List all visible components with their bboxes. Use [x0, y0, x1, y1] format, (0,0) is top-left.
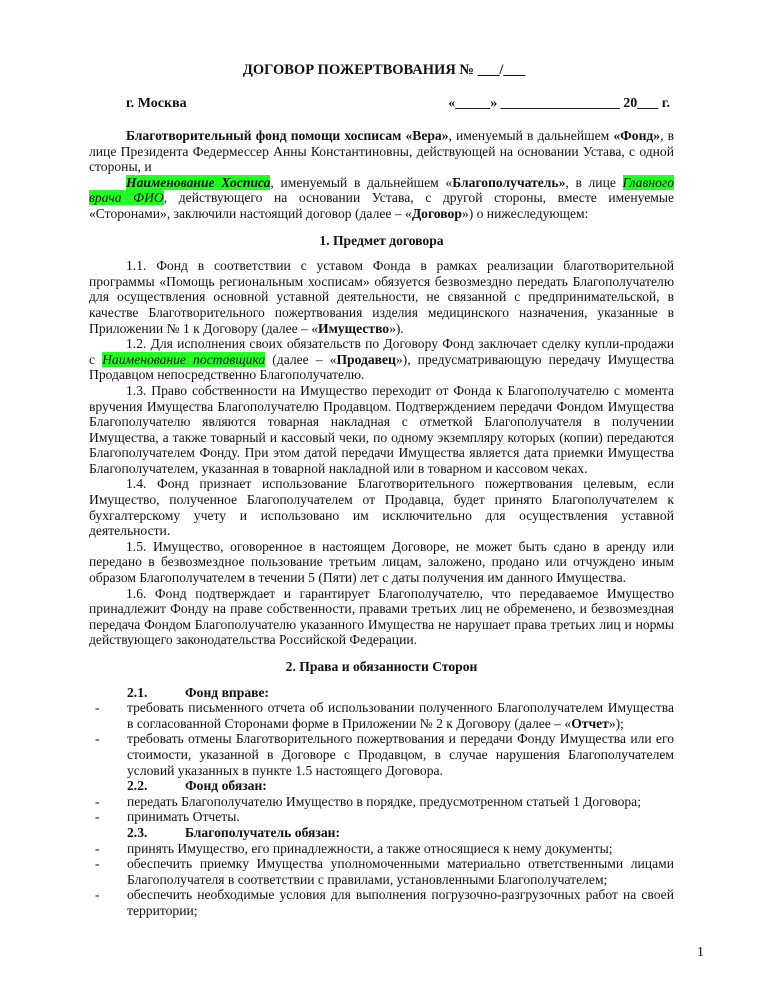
subsection-2-2: 2.2. Фонд обязан: [127, 778, 267, 794]
list-item: - обеспечить необходимые условия для выполнения погрузочно-разгрузочных работ на своей территории; [95, 887, 674, 918]
fund-name: Благотворительный фонд помощи хосписам «Вера» [126, 128, 449, 143]
intro-paragraph-1: Благотворительный фонд помощи хосписам «Вера», именуемый в дальнейшем «Фонд», в лице Президента Федермессер Анны Константиновны, действующей на основании Устава, с одной стороны, и [89, 128, 675, 175]
contract-date: «_____» _________________ 20___ г. [448, 96, 670, 111]
clause-1-4: 1.4. Фонд признает использование Благотворительного пожертвования целевым, если Имущество, полученное Благополучателем от Продавца, будет принято Благополучателем к бухгалтерскому учету и использовано им исключительно для осуществления уставной деятельности. [89, 476, 674, 539]
list-item: - принимать Отчеты. [95, 809, 240, 825]
city: г. Москва [126, 96, 187, 111]
section-2-heading: 2. Права и обязанности Сторон [285, 659, 478, 674]
supplier-name-placeholder: Наименование поставщика [102, 351, 266, 367]
section-1-heading: 1. Предмет договора [319, 232, 444, 248]
list-item: - принять Имущество, его принадлежности, а также относящиеся к нему документы; [95, 840, 613, 856]
page-number: 1 [697, 945, 704, 960]
clause-1-2: 1.2. Для исполнения своих обязательств по Договору Фонд заключает сделку купли-продажи с Наименование поставщика (далее – «Продавец»), предусматривающую передачу Имущества Продавцом непосредственно Благополучателю. [89, 336, 674, 383]
list-item: - требовать отмены Благотворительного пожертвования и передачи Фонду Имущества или его стоимости, указанной в Договоре с Продавцом, в случае нарушения Благополучателем условий указанных в пункте 1.5 настоящего Договора. [95, 731, 674, 778]
intro-paragraph-2: Наименование Хосписа, именуемый в дальнейшем «Благополучатель», в лице Главного врача ФИО, действующего на основании Устава, с другой стороны, вместе именуемые «Сторонами», заключили настоящий договор (далее – «Договор») о нижеследующем: [89, 174, 675, 221]
document-title: ДОГОВОР ПОЖЕРТВОВАНИЯ № ___/___ [242, 62, 526, 78]
subsection-2-1: 2.1. Фонд вправе: [127, 684, 270, 700]
list-item: - обеспечить приемку Имущества уполномоченными материально ответственными лицами Благополучателя в соответствии с правилами, установленными Благополучателем; [95, 856, 674, 887]
list-item: - передать Благополучателю Имущество в порядке, предусмотренном статьей 1 Договора; [95, 793, 641, 809]
clause-1-3: 1.3. Право собственности на Имущество переходит от Фонда к Благополучателю с момента вручения Имущества Благополучателю Продавцом. Подтверждением передачи Фондом Имущества Благополучателю являются товарная накладная с отметкой Благополучателя в получении Имущества, а также товарный и кассовый чеки, по одному экземпляру которых (копии) передаются Благополучателем Фонду. При этом датой передачи Имущества является дата приемки Имущества Благополучателем, указанная в товарной накладной или в товарном и кассовом чеках. [89, 382, 674, 476]
subsection-2-3: 2.3. Благополучатель обязан: [127, 824, 340, 840]
document-body [89, 128, 674, 919]
city-date-line [126, 96, 670, 112]
clause-1-6: 1.6. Фонд подтверждает и гарантирует Благополучателю, что передаваемое Имущество принадлежит Фонду на праве собственности, правами третьих лиц не обременено, и безвозмездная передача Фондом Благополучателю указанного Имущества не нарушает права третьих лиц и нормы действующего законодательства Российской Федерации. [89, 585, 674, 648]
chief-doctor-placeholder: Главного врача ФИО [89, 174, 674, 206]
clause-1-1: 1.1. Фонд в соответствии с уставом Фонда в рамках реализации благотворительной программы «Помощь региональным хосписам» обязуется безвозмездно передать Благополучателю для осуществления основной уставной деятельности, не связанной с предпринимательской, в качестве Благотворительного пожертвования изделия медицинского назначения, указанные в Приложении № 1 к Договору (далее – «Имущество»). [89, 258, 674, 336]
clause-1-5: 1.5. Имущество, оговоренное в настоящем Договоре, не может быть сдано в аренду или передано в безвозмездное пользование третьим лицам, заложено, продано или отчуждено иным образом Благополучателем в течении 5 (Пяти) лет с даты получения им данного Имущества. [89, 538, 674, 586]
hospice-name-placeholder: Наименование Хосписа [126, 174, 271, 190]
list-item: - требовать письменного отчета об использовании полученного Благополучателем Имущества в согласованной Сторонами форме в Приложении № 2 к Договору (далее – «Отчет»); [95, 700, 674, 731]
